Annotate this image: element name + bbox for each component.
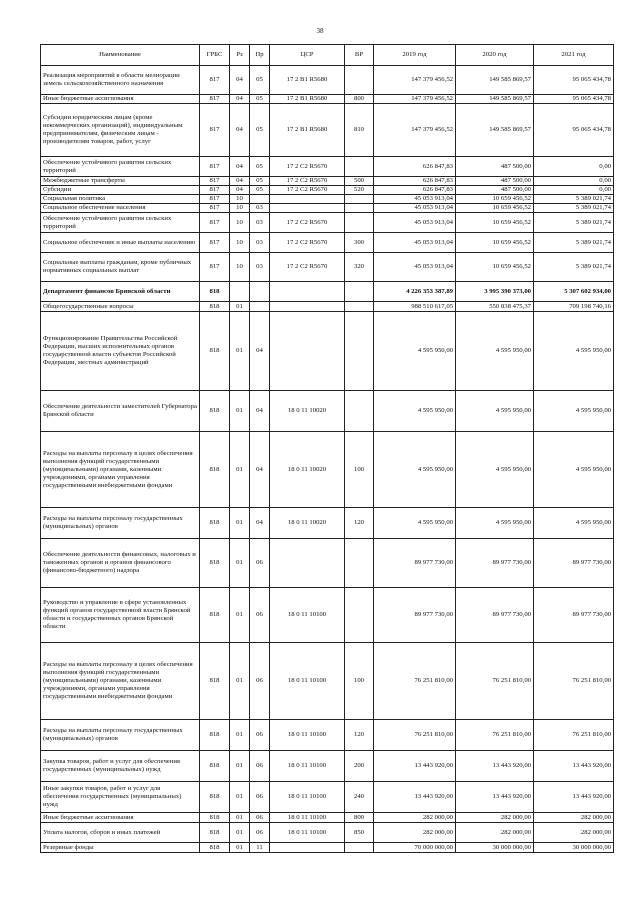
cell-vr [345,391,374,432]
cell-csr: 17 2 С2 R5670 [270,177,345,186]
cell-2019: 89 977 730,00 [374,539,456,588]
cell-grbs: 818 [200,751,230,782]
cell-pr: 06 [250,751,270,782]
table-row [41,782,614,813]
cell-2020: 550 838 475,37 [456,302,534,312]
cell-2021: 4 595 950,00 [534,508,614,539]
header-pr: Пр [250,45,270,66]
cell-grbs: 817 [200,66,230,95]
cell-rz: 10 [230,204,250,213]
cell-name: Обеспечение устойчивого развития сельских территорий [41,213,200,233]
cell-csr: 17 2 С2 R5670 [270,253,345,282]
cell-rz [230,282,250,302]
cell-csr: 18 0 11 10100 [270,823,345,843]
cell-vr: 320 [345,253,374,282]
cell-2021: 5 307 602 934,00 [534,282,614,302]
header-rz: Рз [230,45,250,66]
cell-2021: 13 443 920,00 [534,751,614,782]
cell-2021: 89 977 730,00 [534,588,614,643]
cell-csr: 18 0 11 10100 [270,782,345,813]
cell-2019: 988 510 617,05 [374,302,456,312]
table-row [41,432,614,508]
table-header-row [41,45,614,66]
cell-vr: 500 [345,177,374,186]
header-2020: 2020 год [456,45,534,66]
cell-rz: 01 [230,588,250,643]
cell-csr [270,843,345,853]
cell-rz: 10 [230,213,250,233]
cell-grbs: 818 [200,643,230,720]
cell-rz: 04 [230,104,250,157]
header-grbs: ГРБС [200,45,230,66]
cell-name: Социальная политика [41,195,200,204]
cell-2020: 4 595 950,00 [456,432,534,508]
cell-name: Иные бюджетные ассигнования [41,813,200,823]
cell-2019: 76 251 810,00 [374,643,456,720]
cell-2019: 147 379 456,52 [374,95,456,104]
cell-rz: 04 [230,66,250,95]
cell-2019: 4 595 950,00 [374,312,456,391]
cell-vr: 100 [345,432,374,508]
cell-pr: 04 [250,312,270,391]
cell-rz: 10 [230,195,250,204]
cell-2021: 13 443 920,00 [534,782,614,813]
table-row [41,233,614,253]
cell-vr [345,312,374,391]
cell-csr: 18 0 11 10020 [270,391,345,432]
table-row [41,391,614,432]
cell-csr: 17 2 С2 R5670 [270,213,345,233]
cell-pr: 06 [250,539,270,588]
cell-2021: 5 389 021,74 [534,213,614,233]
cell-2019: 45 053 913,04 [374,204,456,213]
cell-vr [345,204,374,213]
table-row [41,66,614,95]
cell-name: Обеспечение деятельности заместителей Губернатора Брянской области [41,391,200,432]
header-name: Наименование [41,45,200,66]
cell-pr: 03 [250,253,270,282]
cell-csr: 17 2 В1 R5680 [270,104,345,157]
cell-csr [270,282,345,302]
cell-2019: 147 379 456,52 [374,66,456,95]
cell-csr: 17 2 С2 R5670 [270,157,345,177]
cell-2021: 95 065 434,78 [534,104,614,157]
page-number: 38 [316,27,324,35]
cell-name: Социальное обеспечение и иные выплаты населению [41,233,200,253]
cell-name: Расходы на выплаты персоналу государственных (муниципальных) органов [41,508,200,539]
cell-2020: 149 585 869,57 [456,104,534,157]
cell-2019: 626 847,83 [374,177,456,186]
cell-pr: 04 [250,508,270,539]
cell-grbs: 818 [200,539,230,588]
cell-vr: 120 [345,508,374,539]
cell-2020: 487 500,00 [456,177,534,186]
cell-vr: 810 [345,104,374,157]
cell-pr: 03 [250,213,270,233]
cell-name: Закупка товаров, работ и услуг для обеспечения государственных (муниципальных) нужд [41,751,200,782]
table-row [41,195,614,204]
table-row [41,643,614,720]
cell-name: Социальные выплаты гражданам, кроме публичных нормативных социальных выплат [41,253,200,282]
cell-2021: 0,00 [534,157,614,177]
cell-2020: 89 977 730,00 [456,539,534,588]
table-row [41,157,614,177]
cell-2020: 487 500,00 [456,157,534,177]
cell-2019: 45 053 913,04 [374,233,456,253]
cell-vr [345,302,374,312]
cell-csr: 17 2 В1 R5680 [270,95,345,104]
cell-pr: 03 [250,233,270,253]
cell-csr: 18 0 11 10020 [270,432,345,508]
cell-grbs: 818 [200,588,230,643]
cell-2019: 13 443 920,00 [374,751,456,782]
cell-2019: 626 847,83 [374,157,456,177]
cell-2019: 70 000 000,00 [374,843,456,853]
cell-grbs: 818 [200,282,230,302]
cell-name: Обеспечение деятельности финансовых, налоговых и таможенных органов и органов финансового (финансово-бюджетного) надзора [41,539,200,588]
cell-name: Межбюджетные трансферты [41,177,200,186]
cell-rz: 01 [230,843,250,853]
cell-vr: 300 [345,233,374,253]
cell-2021: 5 389 021,74 [534,233,614,253]
cell-2019: 4 226 353 387,89 [374,282,456,302]
cell-vr: 120 [345,720,374,751]
cell-csr: 17 2 С2 R5670 [270,233,345,253]
cell-pr: 06 [250,813,270,823]
cell-csr: 18 0 11 10100 [270,813,345,823]
cell-vr [345,843,374,853]
cell-2020: 4 595 950,00 [456,508,534,539]
cell-2020: 10 659 456,52 [456,213,534,233]
cell-grbs: 817 [200,177,230,186]
cell-pr [250,195,270,204]
cell-pr: 06 [250,720,270,751]
cell-name: Иные бюджетные ассигнования [41,95,200,104]
cell-csr: 18 0 11 10100 [270,643,345,720]
cell-grbs: 818 [200,391,230,432]
cell-2019: 45 053 913,04 [374,213,456,233]
table-row [41,186,614,195]
cell-name: Расходы на выплаты персоналу в целях обеспечения выполнения функций государственными (муниципальными) органами, казенными учреждениями, органами управления государственными внебюджетными фондами [41,643,200,720]
cell-grbs: 817 [200,104,230,157]
cell-2021: 95 065 434,78 [534,95,614,104]
cell-pr: 05 [250,177,270,186]
cell-name: Расходы на выплаты персоналу государственных (муниципальных) органов [41,720,200,751]
cell-vr [345,282,374,302]
cell-2021: 5 389 021,74 [534,195,614,204]
cell-vr: 850 [345,823,374,843]
cell-pr [250,302,270,312]
cell-csr: 17 2 В1 R5680 [270,66,345,95]
cell-name: Реализация мероприятий в области мелиорации земель сельскохозяйственного назначения [41,66,200,95]
table-row [41,253,614,282]
cell-rz: 01 [230,720,250,751]
cell-rz: 01 [230,508,250,539]
cell-csr: 18 0 11 10100 [270,588,345,643]
cell-csr: 17 2 С2 R5670 [270,186,345,195]
cell-pr: 06 [250,782,270,813]
cell-name: Руководство и управление в сфере установленных функций органов государственной власти Брянской области и государственных органов Брянской области [41,588,200,643]
cell-name: Иные закупки товаров, работ и услуг для обеспечения государственных (муниципальных) нужд [41,782,200,813]
cell-vr [345,588,374,643]
cell-rz: 04 [230,186,250,195]
cell-2021: 95 065 434,78 [534,66,614,95]
cell-grbs: 818 [200,843,230,853]
cell-grbs: 817 [200,95,230,104]
cell-csr [270,539,345,588]
cell-rz: 01 [230,643,250,720]
cell-grbs: 818 [200,823,230,843]
cell-2020: 282 000,00 [456,813,534,823]
cell-vr: 800 [345,813,374,823]
cell-2021: 30 000 000,00 [534,843,614,853]
cell-2020: 10 659 456,52 [456,233,534,253]
cell-vr [345,539,374,588]
header-vr: ВР [345,45,374,66]
cell-grbs: 818 [200,720,230,751]
cell-csr [270,204,345,213]
cell-2021: 4 595 950,00 [534,312,614,391]
cell-vr: 800 [345,95,374,104]
cell-csr [270,195,345,204]
table-row [41,204,614,213]
header-2019: 2019 год [374,45,456,66]
cell-pr: 06 [250,643,270,720]
cell-grbs: 817 [200,195,230,204]
table-row [41,823,614,843]
cell-pr: 05 [250,95,270,104]
cell-csr: 18 0 11 10100 [270,751,345,782]
cell-name: Субсидии юридическим лицам (кроме некоммерческих организаций), индивидуальным предпринимателям, физическим лицам - производителям товаров, работ, услуг [41,104,200,157]
cell-rz: 10 [230,253,250,282]
cell-name: Обеспечение устойчивого развития сельских территорий [41,157,200,177]
cell-grbs: 817 [200,204,230,213]
table-row [41,843,614,853]
table-row [41,588,614,643]
cell-2019: 45 053 913,04 [374,253,456,282]
cell-rz: 01 [230,539,250,588]
cell-2019: 4 595 950,00 [374,391,456,432]
cell-grbs: 818 [200,508,230,539]
cell-2020: 10 659 456,52 [456,204,534,213]
cell-rz: 04 [230,95,250,104]
header-csr: ЦСР [270,45,345,66]
cell-pr: 04 [250,391,270,432]
table-row [41,720,614,751]
cell-2021: 0,00 [534,186,614,195]
cell-pr [250,282,270,302]
cell-2021: 0,00 [534,177,614,186]
cell-2020: 282 000,00 [456,823,534,843]
cell-2021: 89 977 730,00 [534,539,614,588]
cell-vr [345,157,374,177]
cell-rz: 01 [230,391,250,432]
cell-pr: 05 [250,104,270,157]
cell-2020: 149 585 869,57 [456,66,534,95]
cell-pr: 05 [250,157,270,177]
cell-2019: 89 977 730,00 [374,588,456,643]
cell-name: Резервные фонды [41,843,200,853]
cell-rz: 01 [230,782,250,813]
cell-2020: 76 251 810,00 [456,720,534,751]
cell-csr: 18 0 11 10100 [270,720,345,751]
cell-2019: 4 595 950,00 [374,508,456,539]
cell-vr: 240 [345,782,374,813]
cell-grbs: 818 [200,813,230,823]
cell-pr: 03 [250,204,270,213]
cell-2019: 45 053 913,04 [374,195,456,204]
cell-2020: 89 977 730,00 [456,588,534,643]
cell-pr: 05 [250,66,270,95]
cell-rz: 01 [230,813,250,823]
cell-pr: 06 [250,588,270,643]
cell-name: Общегосударственные вопросы [41,302,200,312]
cell-grbs: 818 [200,312,230,391]
cell-grbs: 817 [200,186,230,195]
cell-rz: 04 [230,177,250,186]
cell-grbs: 817 [200,233,230,253]
cell-2020: 487 500,00 [456,186,534,195]
cell-2020: 30 000 000,00 [456,843,534,853]
cell-2021: 709 198 740,16 [534,302,614,312]
cell-2021: 76 251 810,00 [534,643,614,720]
cell-2020: 3 995 390 373,00 [456,282,534,302]
cell-2019: 13 443 920,00 [374,782,456,813]
cell-pr: 04 [250,432,270,508]
cell-vr [345,66,374,95]
cell-grbs: 818 [200,302,230,312]
cell-2021: 76 251 810,00 [534,720,614,751]
cell-rz: 01 [230,302,250,312]
cell-name: Расходы на выплаты персоналу в целях обеспечения выполнения функций государственными (муниципальными) органами, казенными учреждениями, органами управления государственными внебюджетными фондами [41,432,200,508]
cell-rz: 01 [230,312,250,391]
cell-2020: 13 443 920,00 [456,782,534,813]
cell-rz: 01 [230,823,250,843]
table-row [41,312,614,391]
cell-2019: 147 379 456,52 [374,104,456,157]
table-row [41,213,614,233]
budget-table [40,44,614,853]
cell-vr: 520 [345,186,374,195]
cell-pr: 06 [250,823,270,843]
cell-vr: 100 [345,643,374,720]
cell-2021: 282 000,00 [534,823,614,843]
cell-rz: 01 [230,751,250,782]
cell-2021: 4 595 950,00 [534,432,614,508]
cell-2021: 5 389 021,74 [534,253,614,282]
table-row [41,539,614,588]
cell-grbs: 817 [200,157,230,177]
cell-rz: 04 [230,157,250,177]
table-row [41,508,614,539]
table-row [41,95,614,104]
table-row [41,751,614,782]
table-row [41,104,614,157]
cell-2019: 282 000,00 [374,813,456,823]
cell-vr: 200 [345,751,374,782]
cell-grbs: 818 [200,782,230,813]
cell-grbs: 818 [200,432,230,508]
cell-grbs: 817 [200,253,230,282]
cell-2019: 4 595 950,00 [374,432,456,508]
cell-name: Департамент финансов Брянской области [41,282,200,302]
cell-2019: 282 000,00 [374,823,456,843]
cell-2020: 4 595 950,00 [456,391,534,432]
cell-grbs: 817 [200,213,230,233]
cell-2020: 76 251 810,00 [456,643,534,720]
cell-2021: 5 389 021,74 [534,204,614,213]
cell-2019: 76 251 810,00 [374,720,456,751]
cell-pr: 11 [250,843,270,853]
cell-vr [345,195,374,204]
cell-2021: 282 000,00 [534,813,614,823]
cell-pr: 05 [250,186,270,195]
cell-2020: 10 659 456,52 [456,253,534,282]
cell-2020: 4 595 950,00 [456,312,534,391]
table-row [41,177,614,186]
table-row [41,302,614,312]
cell-rz: 10 [230,233,250,253]
cell-name: Функционирование Правительства Российской Федерации, высших исполнительных органов государственной власти субъектов Российской Федерации, местных администраций [41,312,200,391]
cell-vr [345,213,374,233]
cell-2020: 149 585 869,57 [456,95,534,104]
cell-name: Субсидии [41,186,200,195]
cell-2020: 13 443 920,00 [456,751,534,782]
table-row [41,813,614,823]
cell-name: Социальное обеспечение населения [41,204,200,213]
cell-csr: 18 0 11 10020 [270,508,345,539]
cell-name: Уплата налогов, сборов и иных платежей [41,823,200,843]
cell-2021: 4 595 950,00 [534,391,614,432]
cell-csr [270,312,345,391]
cell-2019: 626 847,83 [374,186,456,195]
cell-2020: 10 659 456,52 [456,195,534,204]
header-2021: 2021 год [534,45,614,66]
cell-csr [270,302,345,312]
cell-rz: 01 [230,432,250,508]
table-row [41,282,614,302]
